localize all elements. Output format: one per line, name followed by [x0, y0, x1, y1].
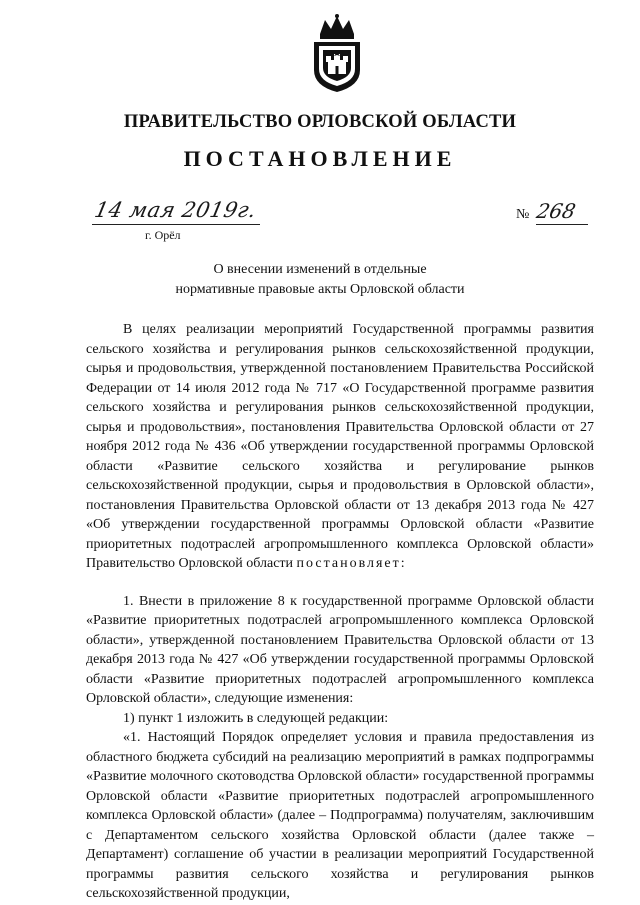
quoted-new-text: «1. Настоящий Порядок определяет условия и правила предоставления из областного бюджета субсидий на реализацию мероприятий в рамках подпрограммы «Развитие молочного скотоводства Орловской области» государственной программы Орловской области «Развитие приоритетных подотраслей агропромышленного комплекса Орловской области» (далее – Подпрограмма) получателям, заключившим с Департаментом сельского хозяйства Орловской области (далее также – Департамент) соглашение об участии в реализации мероприятий Государственной программы развития сельского хозяйства и регулирования рынков сельскохозяйственной продукции, [86, 730, 594, 901]
handwritten-date: 14 мая 2019г. [92, 198, 259, 222]
number-underline [536, 224, 588, 225]
subject-line-2: нормативные правовые акты Орловской области [175, 282, 465, 297]
resolves-keyword: постановляет [296, 556, 401, 571]
coat-of-arms-icon [310, 14, 364, 94]
preamble-text: В целях реализации мероприятий Государственной программы развития сельского хозяйства и регулирования рынков сельскохозяйственной продукции, сырья и продовольствия, утвержденной постановлением Правительства Российской Федерации от 14 июля 2012 года № 717 «О Государственной программе развития сельского хозяйства и регулирования рынков сельскохозяйственной продукции, сырья и продовольствия», постановления Правительства Орловской области от 27 ноября 2012 года № 436 «Об утверждении государственной программы Орловской области «Развитие сельского хозяйства и регулирование рынков сельскохозяйственной продукции, сырья и продовольствия в Орловской области», постановления Правительства Орловской области от 13 декабря 2013 года № 427 «Об утверждении государственной программы Орловской области «Развитие приоритетных подотраслей агропромышленного комплекса Орловской области» Правительство Орловской области [86, 322, 594, 571]
preamble-colon: : [400, 556, 405, 571]
document-type-title: ПОСТАНОВЛЕНИЕ [183, 146, 457, 171]
item-1-paragraph: 1. Внести в приложение 8 к государственной программе Орловской области «Развитие приоритетных подотраслей агропромышленного комплекса Орловской области», утвержденной постановлением Правительства Орловской области от 13 декабря 2013 года № 427 «Об утверждении государственной программы Орловской области «Развитие приоритетных подотраслей агропромышленного комплекса Орловской области», следующие изменения: [86, 593, 594, 706]
document-subject [0, 260, 640, 300]
date-underline [92, 224, 260, 225]
government-title: ПРАВИТЕЛЬСТВО ОРЛОВСКОЙ ОБЛАСТИ [123, 112, 517, 132]
preamble-paragraph [86, 320, 594, 574]
document-body [86, 320, 594, 904]
number-prefix: № [516, 207, 530, 222]
subject-line-1: О внесении изменений в отдельные [213, 262, 427, 277]
city-label: г. Орёл [145, 228, 181, 242]
handwritten-number: 268 [534, 199, 578, 223]
item-1-subitem-1: 1) пункт 1 изложить в следующей редакции: [123, 710, 389, 726]
